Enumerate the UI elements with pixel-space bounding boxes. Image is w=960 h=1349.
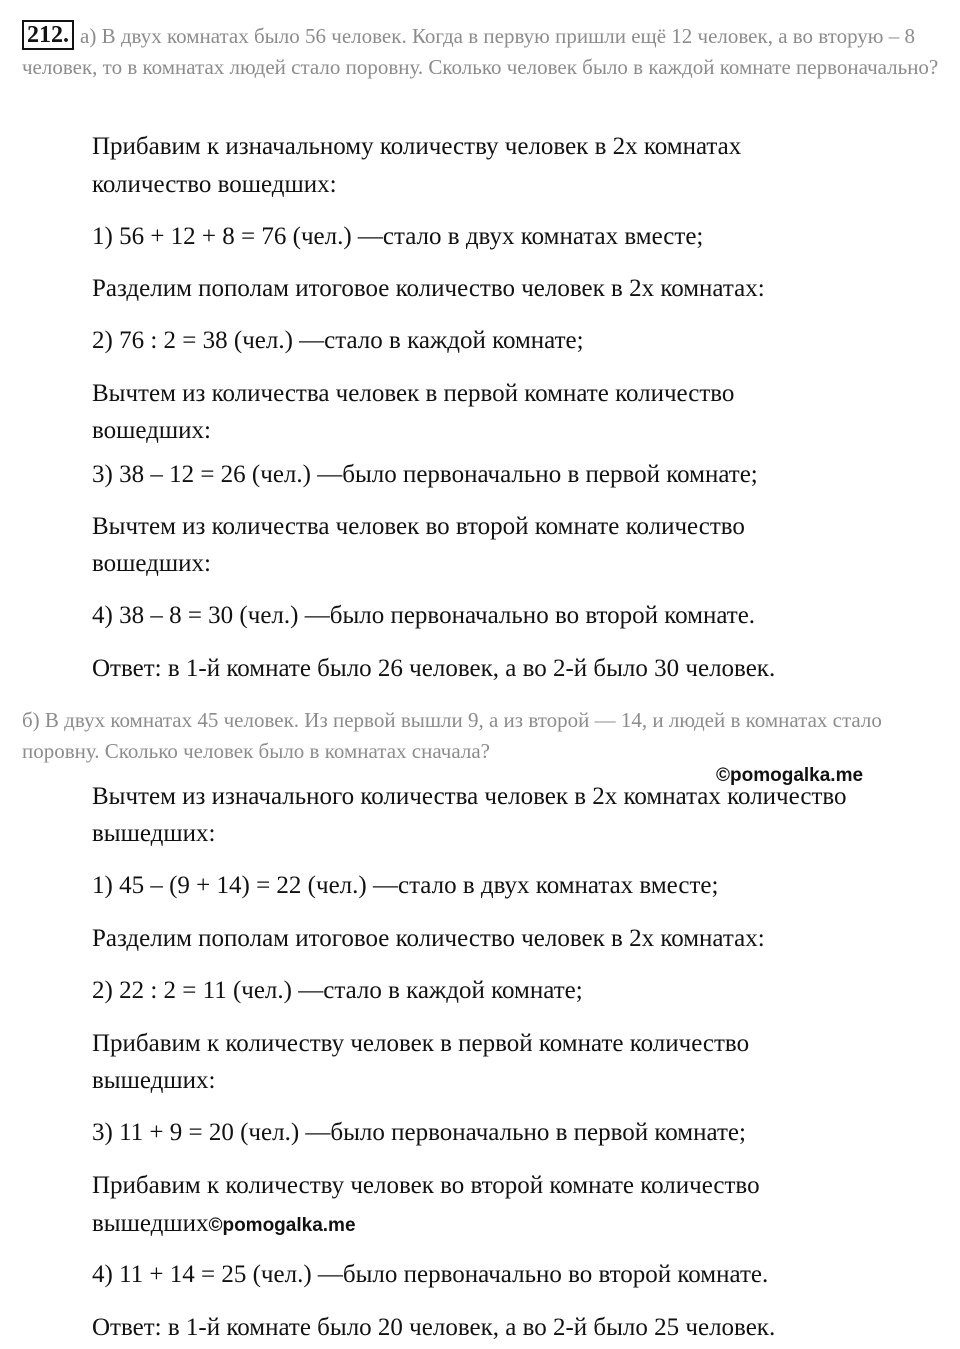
solution-b-line-text: вышедших bbox=[92, 1210, 209, 1237]
solution-b-answer: Ответ: в 1-й комнате было 20 человек, а во 2-й было 25 человек. bbox=[92, 1314, 776, 1341]
solution-a-step-3: 3) 38 – 12 = 26 (чел.) —было первоначально в первой комнате; bbox=[92, 461, 758, 488]
solution-b-step-1: 1) 45 – (9 + 14) = 22 (чел.) —стало в двух комнатах вместе; bbox=[92, 872, 719, 899]
solution-b-line: Вычтем из изначального количества человек в 2х комнатах количество bbox=[92, 783, 847, 810]
solution-b-line: Разделим пополам итоговое количество человек в 2х комнатах: bbox=[92, 925, 765, 952]
solution-a-line: Прибавим к изначальному количеству человек в 2х комнатах bbox=[92, 133, 742, 160]
watermark: ©pomogalka.me bbox=[716, 765, 864, 786]
solution-b-line: Прибавим к количеству человек в первой комнате количество bbox=[92, 1030, 750, 1057]
watermark-inline: ©pomogalka.me bbox=[208, 1215, 356, 1236]
solution-b-line bbox=[92, 1206, 944, 1244]
solution-a-step-2: 2) 76 : 2 = 38 (чел.) —стало в каждой комнате; bbox=[92, 327, 584, 354]
solution-a-line: Вычтем из количества человек во второй комнате количество bbox=[92, 513, 745, 540]
solution-a-line: Разделим пополам итоговое количество человек в 2х комнатах: bbox=[92, 275, 765, 302]
problem-number-box: 212. bbox=[22, 20, 74, 50]
solution-a-line: Вычтем из количества человек в первой комнате количество bbox=[92, 380, 735, 407]
solution-b-step-3: 3) 11 + 9 = 20 (чел.) —было первоначально в первой комнате; bbox=[92, 1119, 746, 1146]
solution-b-step-4: 4) 11 + 14 = 25 (чел.) —было первоначально во второй комнате. bbox=[92, 1261, 769, 1288]
solution-a-line: вошедших: bbox=[92, 417, 211, 444]
solution-b-line: Прибавим к количеству человек во второй комнате количество bbox=[92, 1172, 760, 1199]
solution-a-step-1: 1) 56 + 12 + 8 = 76 (чел.) —стало в двух комнатах вместе; bbox=[92, 223, 704, 250]
problem-a-text: а) В двух комнатах было 56 человек. Когда в первую пришли ещё 12 человек, а во вторую – 8 человек, то в комнатах людей стало поровну. Сколько человек было в каждой комнате первоначально? bbox=[22, 24, 939, 79]
problem-a-question bbox=[22, 20, 944, 83]
solution-b-line: вышедших: bbox=[92, 1067, 216, 1094]
solution-a-line: вошедших: bbox=[92, 550, 211, 577]
problem-b-question: б) В двух комнатах 45 человек. Из первой вышли 9, а из второй — 14, и людей в комнатах стало поровну. Сколько человек было в комнатах сначала? bbox=[22, 708, 882, 763]
solution-a-step-4: 4) 38 – 8 = 30 (чел.) —было первоначально во второй комнате. bbox=[92, 602, 756, 629]
solution-b-step-2: 2) 22 : 2 = 11 (чел.) —стало в каждой комнате; bbox=[92, 977, 583, 1004]
solution-a-answer: Ответ: в 1-й комнате было 26 человек, а во 2-й было 30 человек. bbox=[92, 655, 776, 682]
solution-b-line: вышедших: bbox=[92, 820, 216, 847]
solution-a-line: количество вошедших: bbox=[92, 171, 337, 198]
